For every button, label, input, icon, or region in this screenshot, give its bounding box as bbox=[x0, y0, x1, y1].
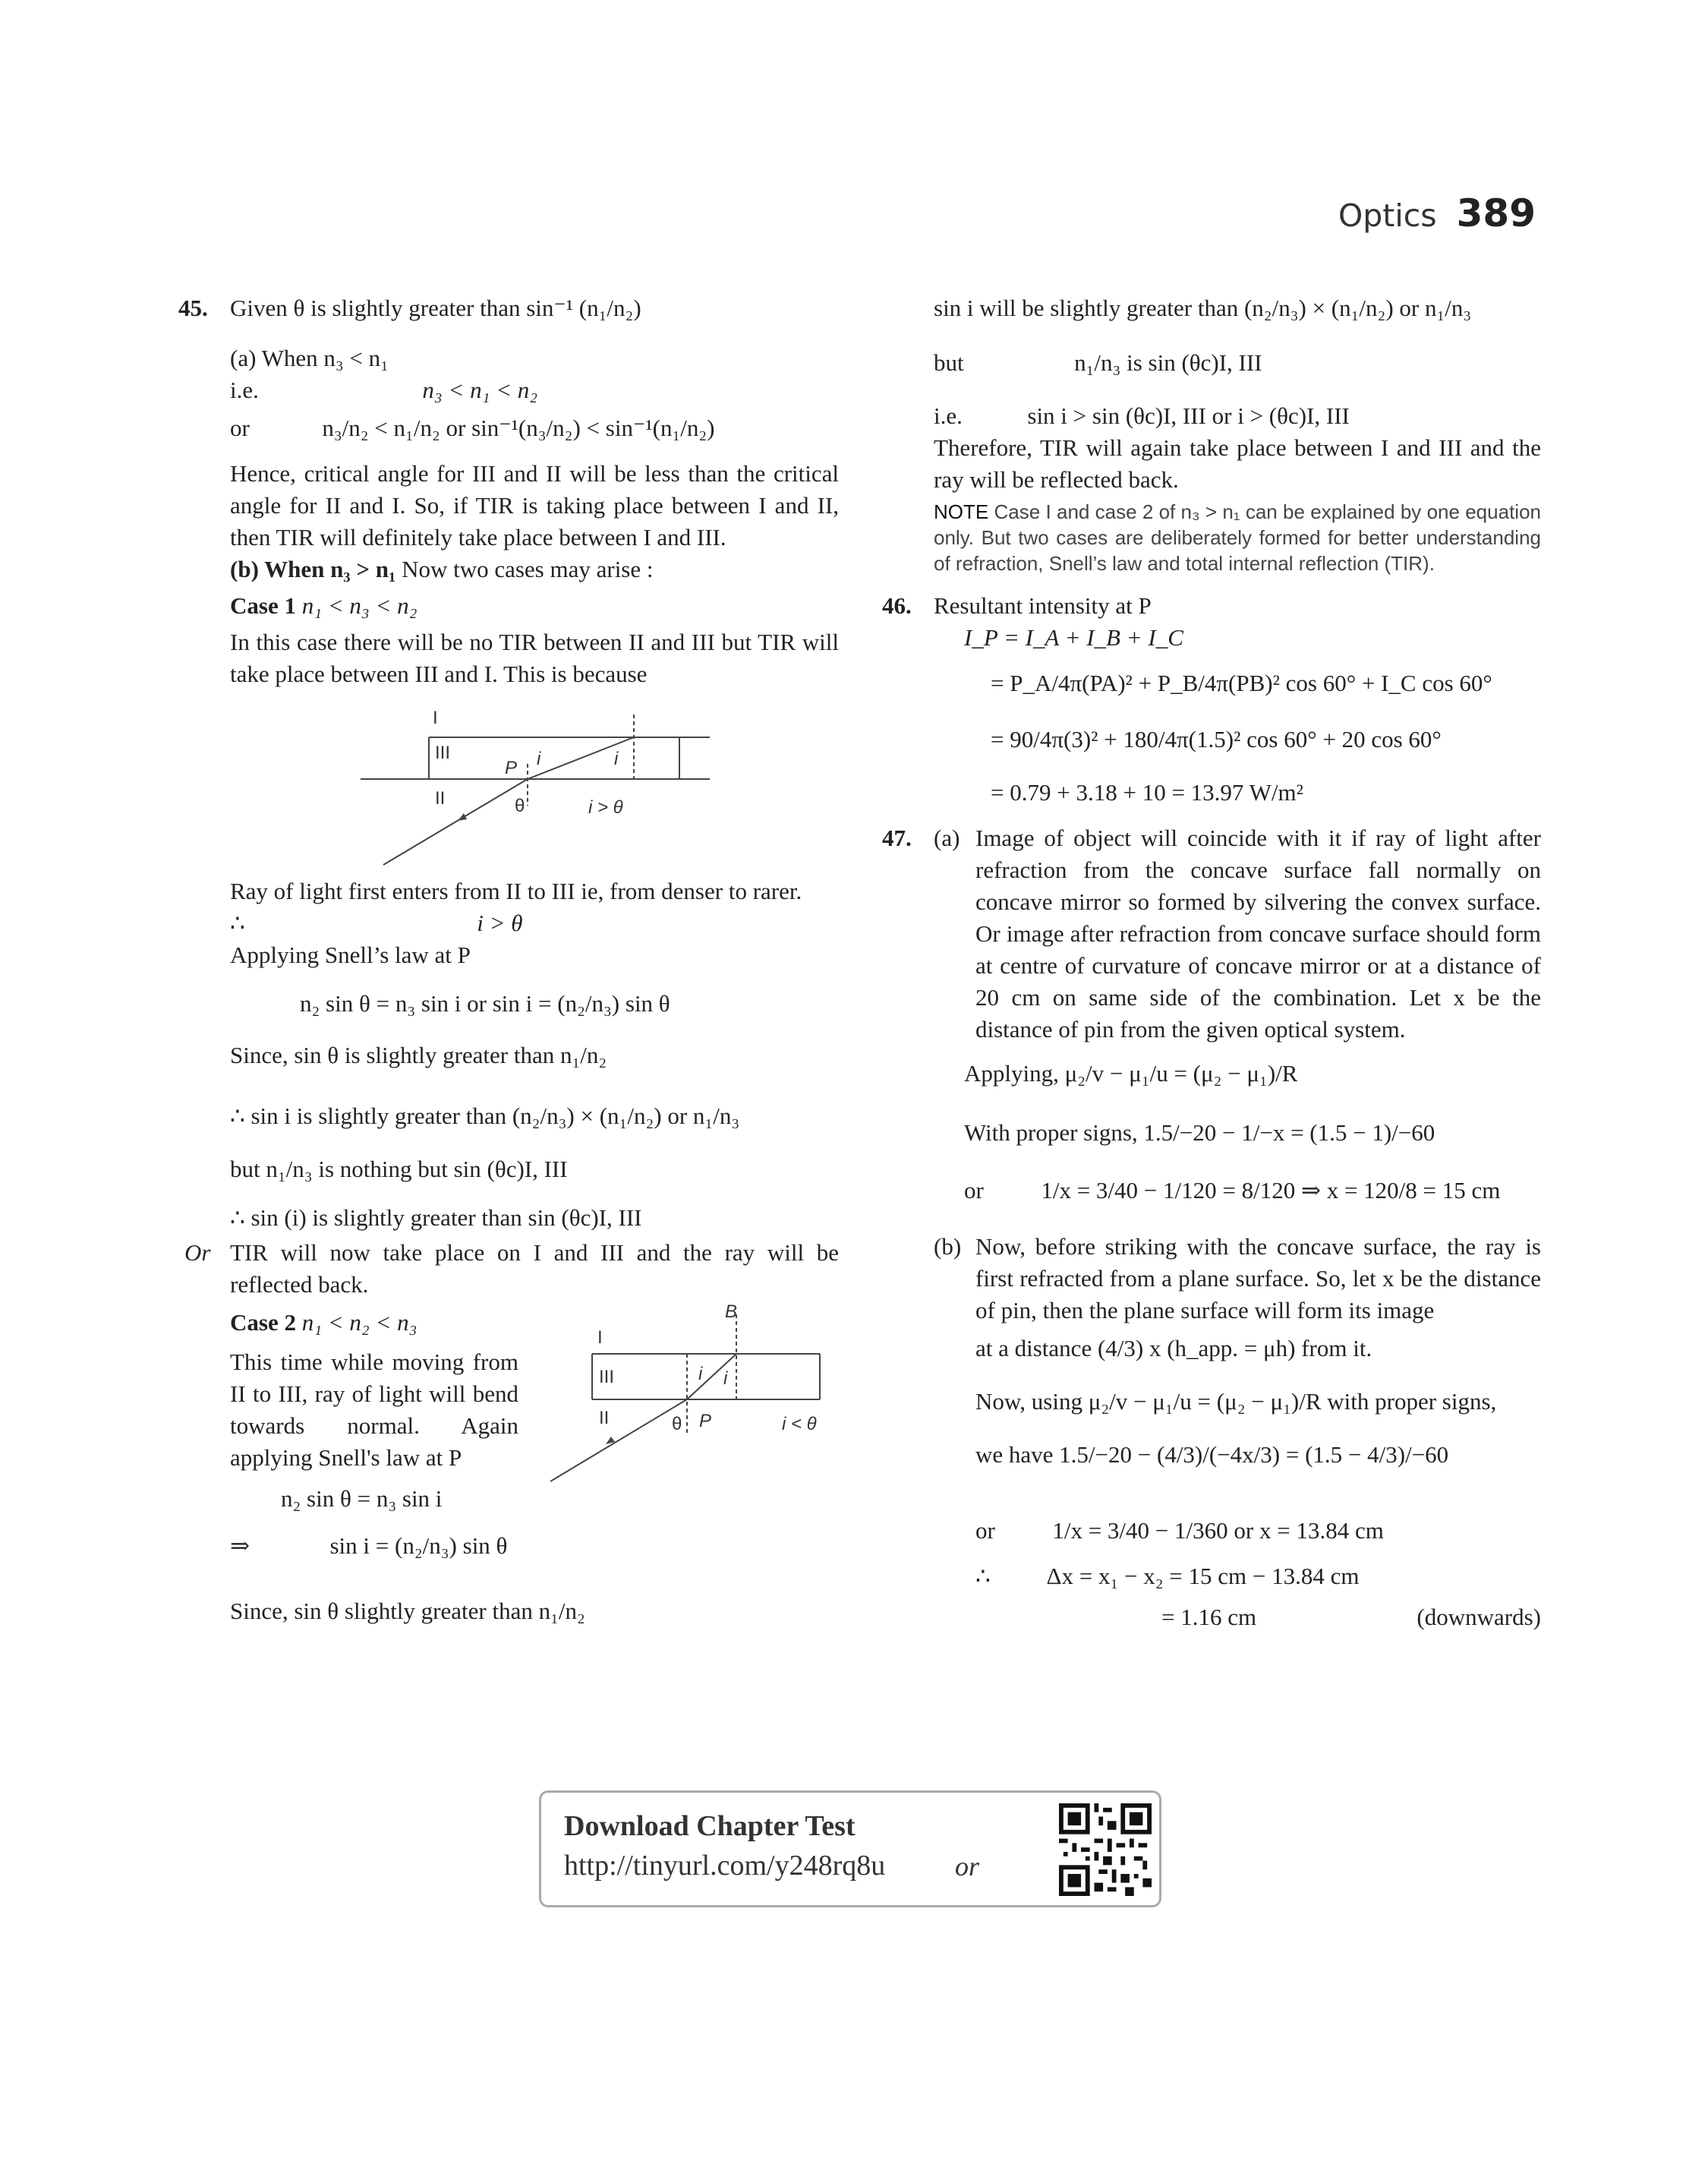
snell-at-p: Applying Snell’s law at P bbox=[230, 942, 471, 968]
q47-a-text: Image of object will coincide with it if ray of light after refraction from the concave surface fall normally on concave mirror so formed by silvering the convex surface. Or image after refraction from concave surface should form at centre of curvature of concave mirror or at a distance of 20 cm on same side of the combination. Let x be the distance of pin from the given optical system. bbox=[975, 825, 1541, 1043]
q46-eq2: = P_A/4π(PA)² + P_B/4π(PB)² cos 60° + I_C cos 60° bbox=[991, 670, 1492, 696]
case2-paragraph: This time while moving from II to III, ray of light will bend towards normal. Again applying Snell's law at P bbox=[230, 1349, 518, 1471]
right-ie-expr: sin i > sin (θc)I, III or i > (θc)I, III bbox=[1027, 402, 1350, 429]
download-url[interactable]: http://tinyurl.com/y248rq8u bbox=[564, 1850, 886, 1882]
q47-now-using-row bbox=[934, 1386, 1541, 1427]
case2-label: Case 2 bbox=[230, 1309, 296, 1336]
download-chapter-box bbox=[539, 1790, 1161, 1907]
right-line1: sin i will be slightly greater than (n₂/n₃) × (n₁/n₂) or n₁/n₃ bbox=[934, 295, 1472, 321]
diag1-angle-i1: i bbox=[537, 749, 541, 769]
page-header bbox=[1338, 191, 1536, 235]
q46-title: Resultant intensity at P bbox=[934, 592, 1152, 619]
note-label: NOTE bbox=[934, 500, 989, 523]
q47-b-text: Now, before striking with the concave surface, the ray is first refracted from a plane surface. So, let x be the distance of pin, then the plane surface will form its image bbox=[975, 1233, 1541, 1323]
or-label-italic: Or bbox=[184, 1239, 211, 1266]
q45-a-heading: (a) When n₃ < n₁ bbox=[230, 345, 389, 371]
diag1-medium-III: III bbox=[435, 743, 451, 763]
diag1-angle-theta: θ bbox=[515, 796, 525, 816]
diag1-condition: i > θ bbox=[588, 797, 623, 818]
q46-eq1: I_P = I_A + I_B + I_C bbox=[964, 624, 1183, 651]
ie-label: i.e. bbox=[230, 377, 259, 403]
q47-number: 47. bbox=[882, 825, 912, 851]
snell-equation: n₂ sin θ = n₃ sin i or sin i = (n₂/n₃) sin θ bbox=[300, 990, 670, 1017]
therefore-row bbox=[178, 907, 839, 939]
case2-eq2: sin i = (n₂/n₃) sin θ bbox=[329, 1532, 508, 1559]
q47-result-b: 1/x = 3/40 − 1/360 or x = 13.84 cm bbox=[1052, 1517, 1384, 1544]
q47-delta-row bbox=[934, 1560, 1541, 1592]
q45-given-text: Given θ is slightly greater than sin⁻¹ (n₁/n₂) bbox=[230, 295, 641, 321]
q47-downwards: (downwards) bbox=[1417, 1604, 1541, 1630]
q47-signs-eq: 1.5/−20 − 1/−x = (1.5 − 1)/−60 bbox=[1143, 1119, 1435, 1146]
diag1-angle-i2: i bbox=[614, 749, 619, 769]
diag2-medium-I: I bbox=[597, 1327, 603, 1348]
right-ie-label: i.e. bbox=[934, 402, 963, 429]
ie-expression: n₃ < n₁ < n₂ bbox=[422, 377, 538, 403]
since-line-1: Since, sin θ is slightly greater than n₁/n₂ bbox=[230, 1042, 607, 1068]
q47-b-paragraph bbox=[934, 1231, 1541, 1327]
diag2-medium-II: II bbox=[599, 1408, 610, 1428]
q46-eq3: = 90/4π(3)² + 180/4π(1.5)² cos 60° + 20 cos 60° bbox=[991, 726, 1442, 752]
q47-with-signs: with proper signs, bbox=[1327, 1388, 1497, 1415]
q45-hence-paragraph: Hence, critical angle for III and II will be less than the critical angle for II and I. So, if TIR is taking place between I and II, then TIR will definitely take place between I and III. bbox=[230, 460, 839, 550]
diag2-angle-i2: i bbox=[723, 1368, 728, 1389]
download-or: or bbox=[955, 1851, 980, 1882]
or-label: or bbox=[230, 415, 250, 441]
diag2-angle-theta: θ bbox=[672, 1414, 682, 1434]
q47-b-label: (b) bbox=[934, 1233, 962, 1260]
note-text: Case I and case 2 of n₃ > n₁ can be explained by one equation only. But two cases are deliberately formed for better understanding of refraction, Snell’s law and total internal reflection (TIR). bbox=[934, 500, 1541, 575]
case1-paragraph: In this case there will be no TIR between II and III but TIR will take place between III and I. This is because bbox=[230, 629, 839, 687]
diag2-condition: i < θ bbox=[782, 1414, 817, 1434]
q45-ie-row bbox=[178, 374, 839, 406]
q47-or-label-2: or bbox=[975, 1517, 995, 1544]
case1-label: Case 1 bbox=[230, 592, 296, 619]
ray-sentence: Ray of light first enters from II to III ie, from denser to rarer. bbox=[230, 878, 802, 904]
q45-or-row bbox=[178, 412, 839, 444]
implies-symbol: ⇒ bbox=[230, 1532, 250, 1559]
but-line: but n₁/n₃ is nothing but sin (θc)I, III bbox=[230, 1156, 568, 1182]
q47-lens-formula: μ₂/v − μ₁/u = (μ₂ − μ₁)/R bbox=[1064, 1060, 1298, 1087]
q47-delta2-row bbox=[934, 1601, 1541, 1633]
page-number: 389 bbox=[1456, 191, 1536, 235]
diagram-case1 bbox=[361, 707, 839, 866]
note-box bbox=[934, 499, 1541, 576]
therefore-symbol: ∴ bbox=[230, 910, 245, 936]
q47-lens-formula-2: μ₂/v − μ₁/u = (μ₂ − μ₁)/R bbox=[1088, 1388, 1322, 1415]
q47-result-b-row bbox=[934, 1515, 1541, 1556]
case2-eq1: n₂ sin θ = n₃ sin i bbox=[281, 1485, 443, 1512]
q47-a-label: (a) bbox=[934, 825, 960, 851]
q47-applying-row bbox=[934, 1058, 1541, 1103]
or-expression: n₃/n₂ < n₁/n₂ or sin⁻¹(n₃/n₂) < sin⁻¹(n₁/n₂) bbox=[322, 415, 715, 441]
i-greater-theta: i > θ bbox=[477, 910, 523, 936]
right-but-label: but bbox=[934, 349, 964, 376]
tir-text: TIR will now take place on I and III and the ray will be reflected back. bbox=[230, 1239, 839, 1298]
diag2-point-P: P bbox=[699, 1411, 712, 1431]
q45-b-heading bbox=[178, 554, 839, 585]
q47-delta2: = 1.16 cm bbox=[1161, 1604, 1257, 1630]
sin-i-greater: ∴ sin i is slightly greater than (n₂/n₃) × (n₁/n₂) or n₁/n₃ bbox=[230, 1103, 740, 1129]
since-line-2: Since, sin θ slightly greater than n₁/n₂ bbox=[230, 1598, 585, 1624]
case1-heading bbox=[178, 590, 839, 622]
q47-b-distance: at a distance (4/3) x (h_app. = μh) from it. bbox=[975, 1335, 1372, 1361]
q46-number: 46. bbox=[882, 592, 912, 619]
case2-expression: n₁ < n₂ < n₃ bbox=[301, 1309, 418, 1336]
or-tir-paragraph bbox=[178, 1237, 839, 1301]
case1-expression: n₁ < n₃ < n₂ bbox=[301, 592, 418, 619]
right-but-row bbox=[934, 347, 1541, 388]
q47-therefore: ∴ bbox=[975, 1563, 991, 1589]
case2-block bbox=[178, 1301, 839, 1641]
diag2-point-B: B bbox=[725, 1301, 738, 1322]
download-title: Download Chapter Test bbox=[564, 1810, 856, 1842]
q47-result-a: 1/x = 3/40 − 1/120 = 8/120 ⇒ x = 120/8 = 15 cm bbox=[1041, 1177, 1501, 1203]
question-number: 45. bbox=[178, 295, 208, 321]
diag1-medium-II: II bbox=[435, 788, 446, 809]
q46-eq4: = 0.79 + 3.18 + 10 = 13.97 W/m² bbox=[991, 779, 1303, 806]
q47-we-have: we have bbox=[975, 1441, 1054, 1468]
q47-a-paragraph bbox=[882, 822, 1541, 1046]
q47-we-have-row bbox=[934, 1439, 1541, 1507]
right-but-expr: n₁/n₃ is sin (θc)I, III bbox=[1074, 349, 1262, 376]
case2-eq2-row bbox=[178, 1530, 839, 1562]
right-ie-row bbox=[934, 400, 1541, 432]
diag2-medium-III: III bbox=[599, 1367, 615, 1387]
diagram-case2 bbox=[550, 1301, 854, 1535]
right-column bbox=[882, 292, 1541, 1633]
case1-refraction-diagram bbox=[361, 707, 710, 866]
section-title: Optics bbox=[1338, 197, 1437, 234]
q47-signs-row bbox=[934, 1117, 1541, 1162]
q47-signs-label: With proper signs, bbox=[964, 1119, 1138, 1146]
q47-now-using: Now, using bbox=[975, 1388, 1082, 1415]
q47-result-a-row bbox=[934, 1175, 1541, 1220]
q47-applying-label: Applying, bbox=[964, 1060, 1059, 1087]
q47-delta: Δx = x₁ − x₂ = 15 cm − 13.84 cm bbox=[1046, 1563, 1360, 1589]
therefore-line-2: ∴ sin (i) is slightly greater than sin (θc)I, III bbox=[230, 1204, 642, 1231]
q45-given bbox=[178, 292, 839, 338]
b-heading-tail: Now two cases may arise : bbox=[402, 556, 654, 582]
q47-wehave-eq: 1.5/−20 − (4/3)/(−4x/3) = (1.5 − 4/3)/−60 bbox=[1059, 1441, 1449, 1468]
left-column bbox=[178, 292, 839, 1641]
q47-or-label: or bbox=[964, 1177, 984, 1203]
right-therefore-para: Therefore, TIR will again take place between I and III and the ray will be reflected back. bbox=[934, 434, 1541, 493]
q46-title-row bbox=[882, 590, 1541, 622]
diag2-angle-i1: i bbox=[698, 1364, 703, 1384]
b-heading-label: (b) When n₃ > n₁ bbox=[230, 556, 396, 582]
qr-code-icon[interactable] bbox=[1059, 1803, 1152, 1896]
diag1-point-P: P bbox=[505, 758, 518, 778]
diag1-medium-I: I bbox=[433, 708, 438, 728]
